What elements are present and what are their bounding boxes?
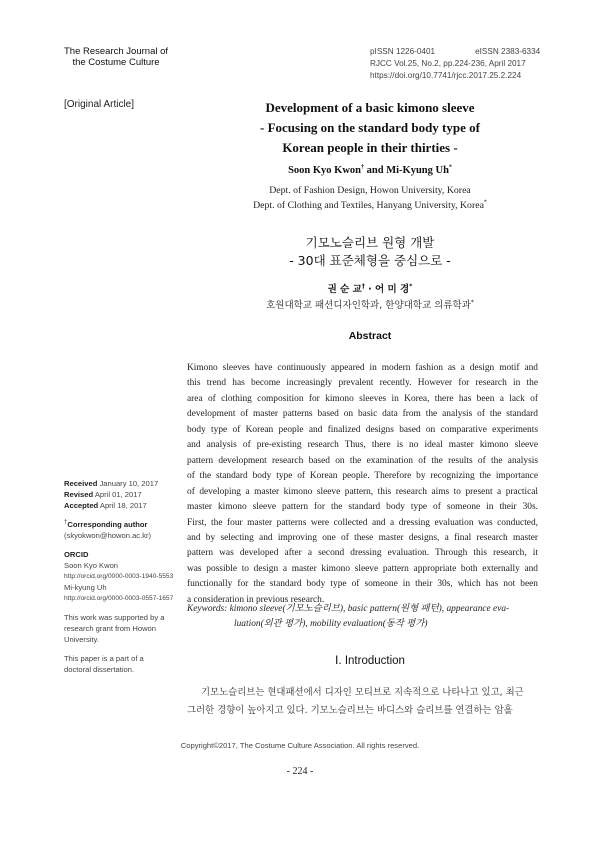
korean-affiliation-sup: * [470,298,474,306]
title-line3: Korean people in their thirties - [282,140,458,155]
paper-title [200,98,540,158]
korean-affiliation-mark: * [409,282,413,290]
title-line2: - Focusing on the standard body type of [260,120,480,135]
korean-affiliation [200,297,540,311]
abstract-line: this trend has become increasingly prevalent recently. However for research in the [187,378,538,389]
journal-name [64,46,168,68]
revised-label: Revised [64,490,94,499]
grant-note-line: research grant from Howon [64,624,157,633]
corresponding-author-label: Corresponding author [67,520,148,529]
introduction-heading: Ⅰ. Introduction [335,655,405,667]
introduction-body [187,684,538,720]
affiliation-mark: * [448,164,452,171]
title-line1: Development of a basic kimono sleeve [265,100,475,115]
eissn: eISSN 2383-6334 [475,47,541,56]
abstract-line: master kimono sleeve pattern for the standard body type of someone in their 30s. [187,502,538,513]
abstract-heading: Abstract [348,330,392,342]
received-date: January 10, 2017 [99,479,159,488]
orcid-1-link[interactable]: http://orcid.org/0000-0003-1940-5553 [64,573,174,580]
abstract-line: pattern was developed after a second dressing evaluation. Through this research, it [187,548,538,559]
journal-name-line1: The Research Journal of [64,46,169,57]
article-type: [Original Article] [64,99,135,110]
orcid-2-link[interactable]: http://orcid.org/0000-0003-0557-1657 [64,595,174,602]
orcid-label: ORCID [64,550,89,559]
abstract-line: a consideration in previous research. [187,594,325,605]
pissn: pISSN 1226-0401 [370,47,436,56]
affiliations [200,183,540,213]
introduction-line1: 기모노슬리브는 현대패션에서 디자인 모티브로 지속적으로 나타나고 있고, 최근 [201,687,524,698]
abstract-line: of developing a master kimono sleeve pattern, this research aims to present a practical [187,486,538,497]
affiliation-1: Dept. of Fashion Design, Howon University, Korea [269,185,471,196]
korean-corresponding-mark: † [361,282,365,290]
abstract-line: of the standard body type of Korean people. Therefore by recognizing the importance [187,471,538,482]
author-connector: and [364,165,387,176]
copyright-notice: Copyright©2017, The Costume Culture Association. All rights reserved. [180,741,420,750]
author-2: Mi-Kyung Uh [386,165,449,176]
dissertation-note-line: doctoral dissertation. [64,665,135,674]
revised-date: April 01, 2017 [94,490,142,499]
keywords-line2: luation(외관 평가), mobility evaluation(동작 평가) [234,619,428,629]
abstract-line: development of master patterns based on basic data from the analysis of the standard [187,409,538,420]
abstract-line: functionally for the standard body type of someone in their 30s, which has not been [187,579,538,590]
affiliation-2: Dept. of Clothing and Textiles, Hanyang University, Korea [253,200,484,211]
abstract-line: First, the four master patterns were collected and a dressing evaluation was conducted, [187,517,538,528]
received-label: Received [64,479,98,488]
korean-affiliation-text: 호원대학교 패션디자인학과, 한양대학교 의류학과 [266,300,471,311]
accepted-date: April 18, 2017 [99,501,147,510]
abstract-body [187,361,538,608]
introduction-line2: 그러한 경향이 높아지고 있다. 기모노슬리브는 바디스와 슬리브를 연결하는 암홀 [187,705,513,716]
abstract-line: body type of Korean people and finalized designs based on comparative experiments [187,424,538,435]
journal-name-line2: the Costume Culture [72,57,160,68]
abstract-line: and analysis of pre-existing research Thus, there is no ideal master kimono sleeve [187,440,538,451]
abstract-line: Kimono sleeves have continuously appeared in modern fashion as a design motif and [187,363,538,373]
korean-title [200,234,540,270]
orcid-2-name: Mi-kyung Uh [64,583,107,592]
korean-author-2: 어 미 경 [375,284,410,295]
korean-author-separator: · [364,284,376,295]
author-1: Soon Kyo Kwon [288,165,362,176]
abstract-line: was possible to design a master kimono sleeve pattern appropriate both externally and [187,563,538,574]
korean-author-1: 권 순 교 [327,284,362,295]
grant-note-line: University. [64,635,99,644]
corresponding-mark: † [361,164,365,171]
korean-title-line2: - 30대 표준체형을 중심으로 - [289,253,451,268]
abstract-line: area of clothing composition for kimono sleeves in Korea, there has been a lack of [187,393,538,404]
grant-note-line: This work was supported by a [64,613,165,622]
orcid-1-name: Soon Kyo Kwon [64,561,119,570]
doi-link[interactable]: https://doi.org/10.7741/rjcc.2017.25.2.224 [370,71,522,80]
authors [200,165,540,176]
affiliation-2-mark: * [483,199,487,206]
corresponding-author-mark: † [64,519,68,526]
page-number: - 224 - [286,766,314,777]
dissertation-note-line: This paper is a part of a [64,654,144,663]
accepted-label: Accepted [64,501,99,510]
korean-authors [200,281,540,295]
corresponding-author-email[interactable]: (skyokwon@howon.ac.kr) [64,531,152,540]
abstract-line: and by selecting and improving one of these master designs, a final research master [187,532,538,543]
korean-title-line1: 기모노슬리브 원형 개발 [305,235,435,250]
article-sidebar [64,478,184,675]
keywords [187,602,538,632]
abstract-line: pattern development research based on the examination of the results of the analysis [187,455,538,466]
issn-block [370,46,540,82]
keywords-line1: Keywords: kimono sleeve(기모노슬리브), basic pattern(원형 패턴), appearance eva- [187,604,510,614]
volume-info: RJCC Vol.25, No.2, pp.224-236, April 2017 [370,59,526,68]
